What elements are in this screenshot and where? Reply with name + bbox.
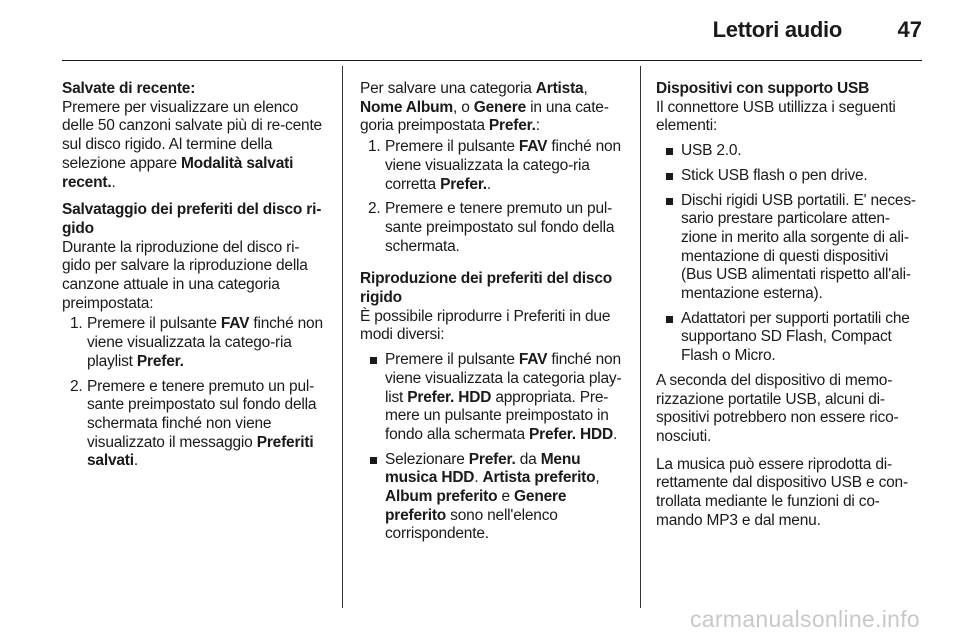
bullet-square-icon	[666, 173, 673, 180]
column-3	[656, 80, 920, 539]
bullet-square-icon	[370, 357, 377, 364]
section-heading: Riproduzione dei preferiti del disco rigido	[360, 270, 613, 307]
page-number: 47	[897, 17, 922, 42]
bullet-square-icon	[370, 457, 377, 464]
bullet-square-icon	[666, 198, 673, 205]
bullet-item: Selezionare Prefer. da Menu musica HDD. Artista preferito, Album preferito e Genere preferito sono nell'elenco corrispondente.	[360, 451, 624, 545]
step-list	[62, 315, 326, 471]
bullet-square-icon	[666, 316, 673, 323]
section-heading: Dispositivi con supporto USB	[656, 80, 870, 97]
section-save-favorites	[62, 201, 326, 471]
watermark-text: carmanualsonline.info	[689, 606, 920, 632]
bullet-item: Dischi rigidi USB portatili. E' neces-sario prestare particolare atten-zione in merito alla sorgente di ali-mentazione di questi dispositivi (Bus USB alimentati rispetto all'ali-mentazione esterna).	[656, 192, 920, 304]
column-divider-1	[342, 66, 343, 608]
paragraph: Premere per visualizzare un elenco delle 50 canzoni salvate più di re-cente sul disco rigido. Al termine della selezione appare Modalità salvati recent..	[62, 98, 322, 191]
step-item: 2. Premere e tenere premuto un pul-sante preimpostato sul fondo della schermata.	[368, 200, 615, 255]
bullet-square-icon	[666, 148, 673, 155]
column-divider-2	[640, 66, 641, 608]
section-save-category	[360, 80, 624, 256]
header-divider	[62, 60, 922, 61]
paragraph: È possibile riprodurre i Preferiti in due modi diversi:	[360, 307, 611, 344]
bullet-item: Adattatori per supporti portatili che supportano SD Flash, Compact Flash o Micro.	[656, 310, 920, 366]
paragraph: Durante la riproduzione del disco ri-gido per salvare la riproduzione della canzone attuale in una categoria preimpostata:	[62, 238, 308, 312]
step-list	[360, 138, 624, 256]
section-heading: Salvate di recente:	[62, 80, 196, 97]
step-item: 2. Premere e tenere premuto un pul-sante preimpostato sul fondo della schermata finché non viene visualizzato il messaggio Preferiti salvati.	[70, 377, 317, 470]
paragraph: La musica può essere riprodotta di-rettamente dal dispositivo USB e con-trollata mediante le funzioni di co-mando MP3 e dal menu.	[656, 455, 908, 529]
section-play-favorites	[360, 270, 624, 544]
bullet-item: Stick USB flash o pen drive.	[656, 167, 920, 186]
page-header-title: Lettori audio	[712, 17, 842, 42]
bullet-item: USB 2.0.	[656, 142, 920, 161]
bullet-item: Premere il pulsante FAV finché non viene visualizzata la categoria play-list Prefer. HDD appropriata. Pre-mere un pulsante preimpostato in fondo alla schermata Prefer. HDD.	[360, 351, 624, 445]
section-heading: Salvataggio dei preferiti del disco ri-gido	[62, 201, 322, 237]
section-recent	[62, 80, 326, 192]
paragraph: Il connettore USB utillizza i seguenti elementi:	[656, 98, 896, 135]
step-item: 1. Premere il pulsante FAV finché non viene visualizzata la catego-ria playlist Prefer.	[70, 315, 323, 370]
step-item: 1. Premere il pulsante FAV finché non viene visualizzata la catego-ria corretta Prefer..	[368, 138, 621, 193]
paragraph: A seconda del dispositivo di memo-rizzazione portatile USB, alcuni di-spositivi potrebbero non essere rico-nosciuti.	[656, 371, 899, 445]
column-2	[360, 80, 624, 553]
column-1	[62, 80, 326, 480]
paragraph: Per salvare una categoria Artista, Nome Album, o Genere in una cate-goria preimpostata Prefer.:	[360, 80, 609, 135]
